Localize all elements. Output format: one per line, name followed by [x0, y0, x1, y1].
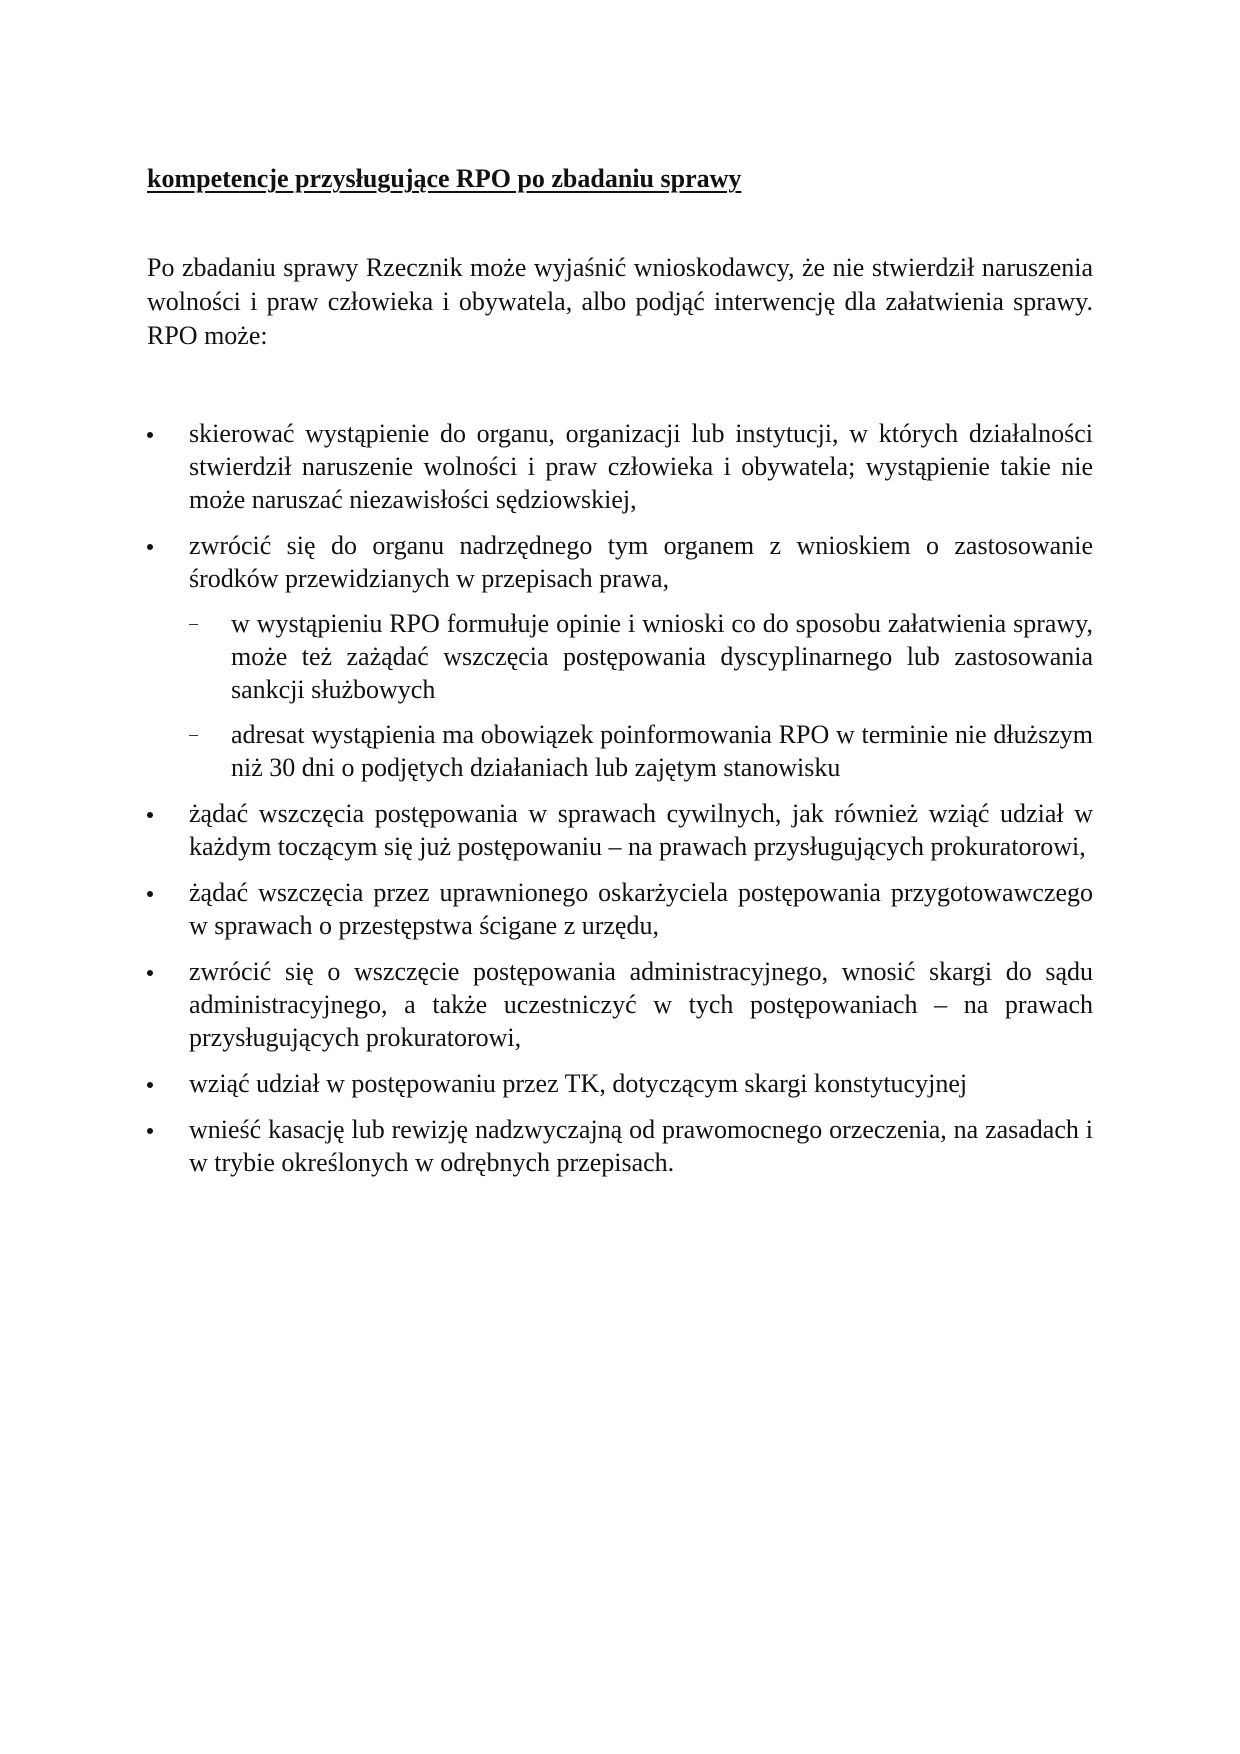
sub-list-item — [189, 718, 1093, 784]
bullet-icon — [147, 970, 153, 976]
intro-paragraph: Po zbadaniu sprawy Rzecznik może wyjaśnić wnioskodawcy, że nie stwierdził naruszenia wolności i praw człowieka i obywatela, albo podjąć interwencję dla załatwienia sprawy. RPO może: — [147, 253, 1093, 350]
list-item — [147, 417, 1093, 516]
dash-icon — [189, 624, 198, 625]
list-item — [147, 955, 1093, 1054]
list-item — [147, 529, 1093, 784]
bullet-icon — [147, 432, 153, 438]
bullet-icon — [147, 1082, 153, 1088]
bullet-icon — [147, 544, 153, 550]
list-item-text: wnieść kasację lub rewizję nadzwyczajną od prawomocnego orzeczenia, na zasadach i w trybie określonych w odrębnych przepisach. — [189, 1115, 1093, 1177]
list-item — [147, 1067, 1093, 1100]
sub-list-item-text: w wystąpieniu RPO formułuje opinie i wnioski co do sposobu załatwienia sprawy, może też zażądać wszczęcia postępowania dyscyplinarnego lub zastosowania sankcji służbowych — [231, 609, 1093, 704]
competences-list — [147, 417, 1093, 1179]
list-item-text: zwrócić się do organu nadrzędnego tym organem z wnioskiem o zastosowanie środków przewidzianych w przepisach prawa, — [189, 531, 1093, 593]
list-item — [147, 876, 1093, 942]
list-item — [147, 797, 1093, 863]
sub-list — [189, 607, 1093, 784]
list-item-text: żądać wszczęcia postępowania w sprawach cywilnych, jak również wziąć udział w każdym toczącym się już postępowaniu – na prawach przysługujących prokuratorowi, — [189, 799, 1093, 861]
page-title: kompetencje przysługujące RPO po zbadaniu sprawy — [147, 164, 742, 193]
list-item-text: wziąć udział w postępowaniu przez TK, dotyczącym skargi konstytucyjnej — [189, 1069, 968, 1098]
sub-list-item — [189, 607, 1093, 706]
dash-icon — [189, 735, 198, 736]
sub-list-item-text: adresat wystąpienia ma obowiązek poinformowania RPO w terminie nie dłuższym niż 30 dni o podjętych działaniach lub zajętym stanowisku — [231, 720, 1093, 782]
bullet-icon — [147, 891, 153, 897]
list-item-text: skierować wystąpienie do organu, organizacji lub instytucji, w których działalności stwierdził naruszenie wolności i praw człowieka i obywatela; wystąpienie takie nie może naruszać niezawisłości sędziowskiej, — [189, 419, 1093, 514]
document-content — [147, 160, 1093, 1192]
list-item-text: zwrócić się o wszczęcie postępowania administracyjnego, wnosić skargi do sądu administracyjnego, a także uczestniczyć w tych postępowaniach – na prawach przysługujących prokuratorowi, — [189, 957, 1093, 1052]
list-item — [147, 1113, 1093, 1179]
bullet-icon — [147, 1128, 153, 1134]
list-item-text: żądać wszczęcia przez uprawnionego oskarżyciela postępowania przygotowawczego w sprawach o przestępstwa ścigane z urzędu, — [189, 878, 1093, 940]
bullet-icon — [147, 812, 153, 818]
